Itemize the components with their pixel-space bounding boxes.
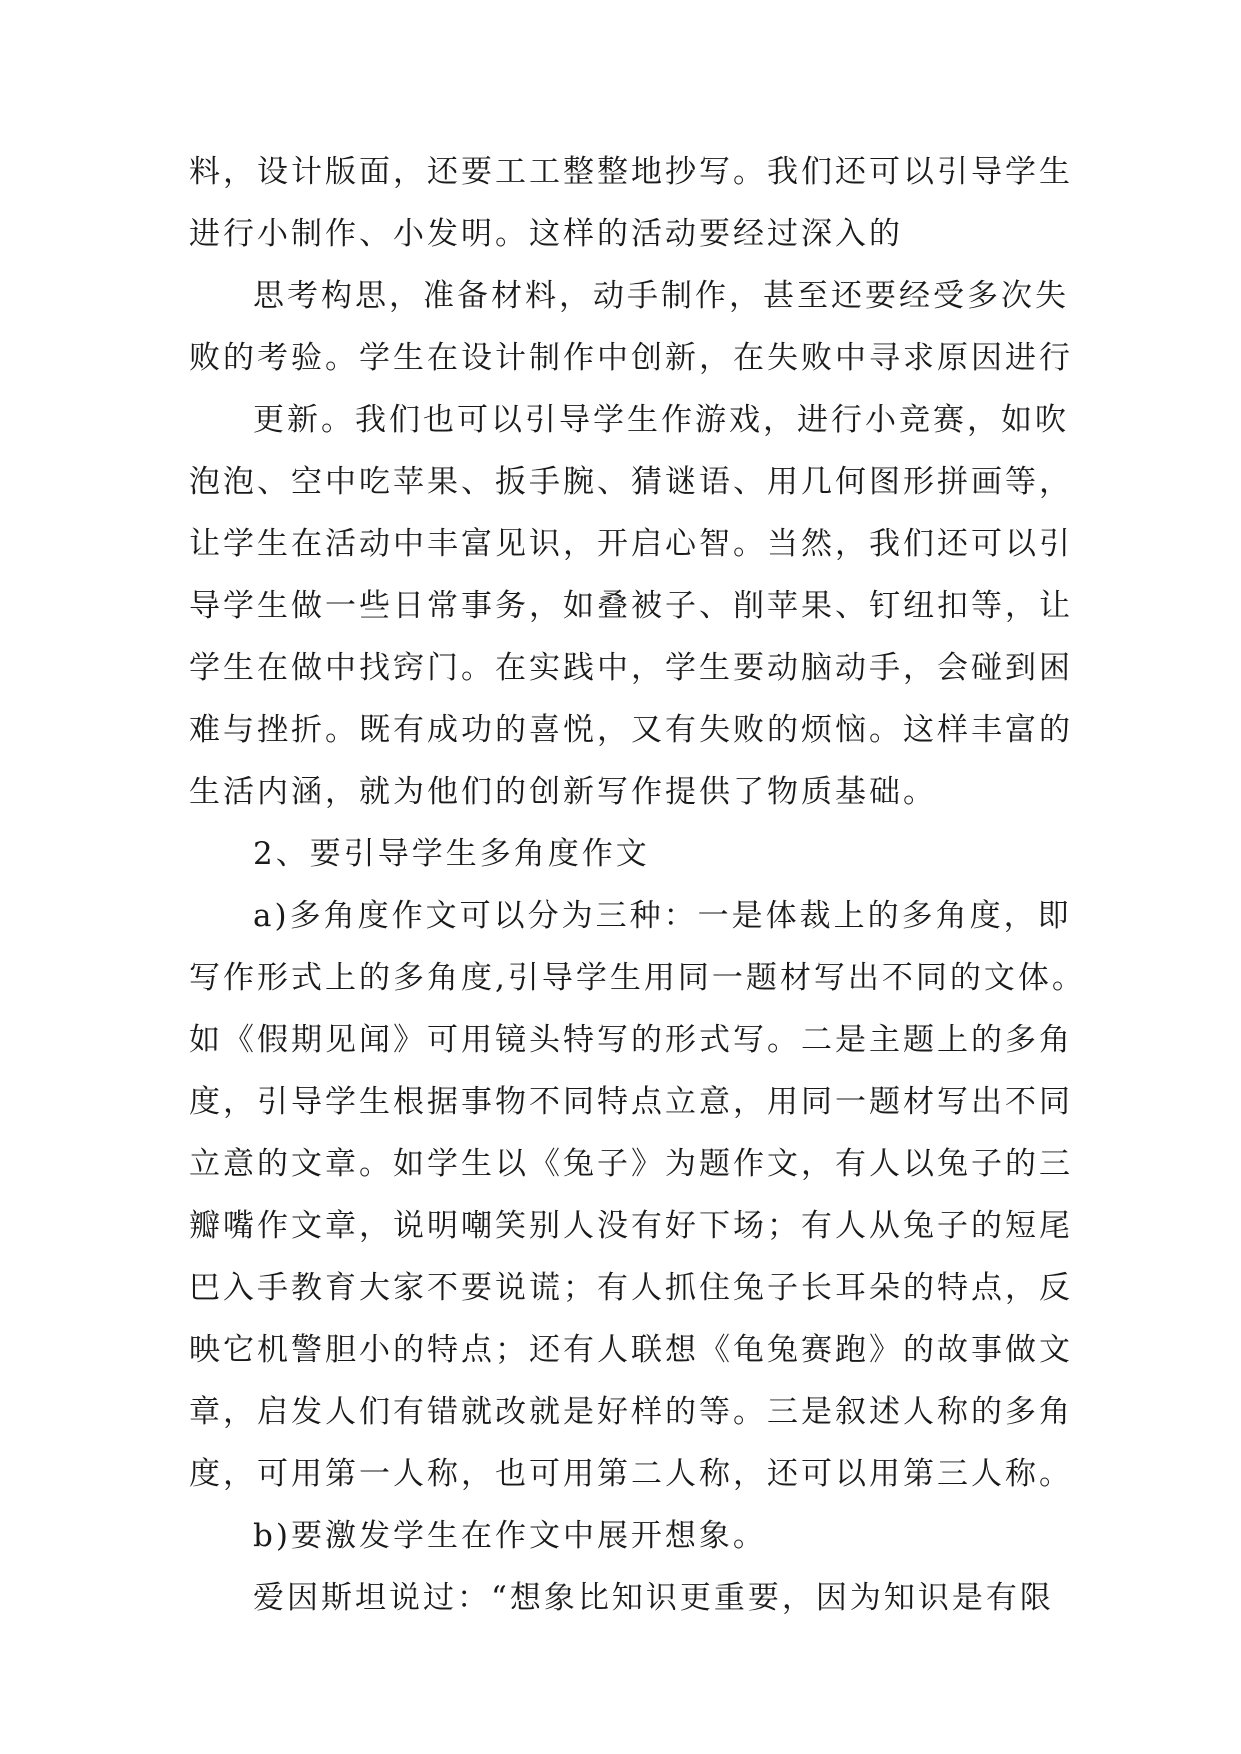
text-line: 映它机警胆小的特点；还有人联想《龟兔赛跑》的故事做文 [189,1332,1073,1368]
text-line: 瓣嘴作文章，说明嘲笑别人没有好下场；有人从兔子的短尾 [189,1208,1073,1244]
text-line: b)要激发学生在作文中展开想象。 [253,1518,767,1554]
text-line: 立意的文章。如学生以《兔子》为题作文，有人以兔子的三 [189,1146,1073,1182]
text-line: 章，启发人们有错就改就是好样的等。三是叙述人称的多角 [189,1394,1073,1430]
text-line: 泡泡、空中吃苹果、扳手腕、猜谜语、用几何图形拼画等， [189,464,1073,500]
text-line: 巴入手教育大家不要说谎；有人抓住兔子长耳朵的特点，反 [189,1270,1073,1306]
section-heading: 2、要引导学生多角度作文 [253,836,650,872]
text-line: 学生在做中找窍门。在实践中，学生要动脑动手，会碰到困 [189,650,1073,686]
text-line: 让学生在活动中丰富见识，开启心智。当然，我们还可以引 [189,526,1073,562]
text-line: 料，设计版面，还要工工整整地抄写。我们还可以引导学生 [189,154,1073,190]
text-line: 思考构思，准备材料，动手制作，甚至还要经受多次失 [253,278,1069,314]
text-line: 写作形式上的多角度,引导学生用同一题材写出不同的文体。 [189,960,1086,996]
text-line: 如《假期见闻》可用镜头特写的形式写。二是主题上的多角 [189,1022,1073,1058]
text-line: 更新。我们也可以引导学生作游戏，进行小竞赛，如吹 [253,402,1069,438]
text-line: 难与挫折。既有成功的喜悦，又有失败的烦恼。这样丰富的 [189,712,1073,748]
text-line: 进行小制作、小发明。这样的活动要经过深入的 [189,216,903,252]
text-line: 生活内涵，就为他们的创新写作提供了物质基础。 [189,774,937,810]
text-line: a)多角度作文可以分为三种：一是体裁上的多角度，即 [253,898,1072,934]
text-line: 度，引导学生根据事物不同特点立意，用同一题材写出不同 [189,1084,1073,1120]
text-line: 败的考验。学生在设计制作中创新，在失败中寻求原因进行 [189,340,1073,376]
text-line: 导学生做一些日常事务，如叠被子、削苹果、钉纽扣等，让 [189,588,1073,624]
text-line: 爱因斯坦说过：“想象比知识更重要，因为知识是有限 [253,1580,1054,1616]
text-line: 度，可用第一人称，也可用第二人称，还可以用第三人称。 [189,1456,1073,1492]
